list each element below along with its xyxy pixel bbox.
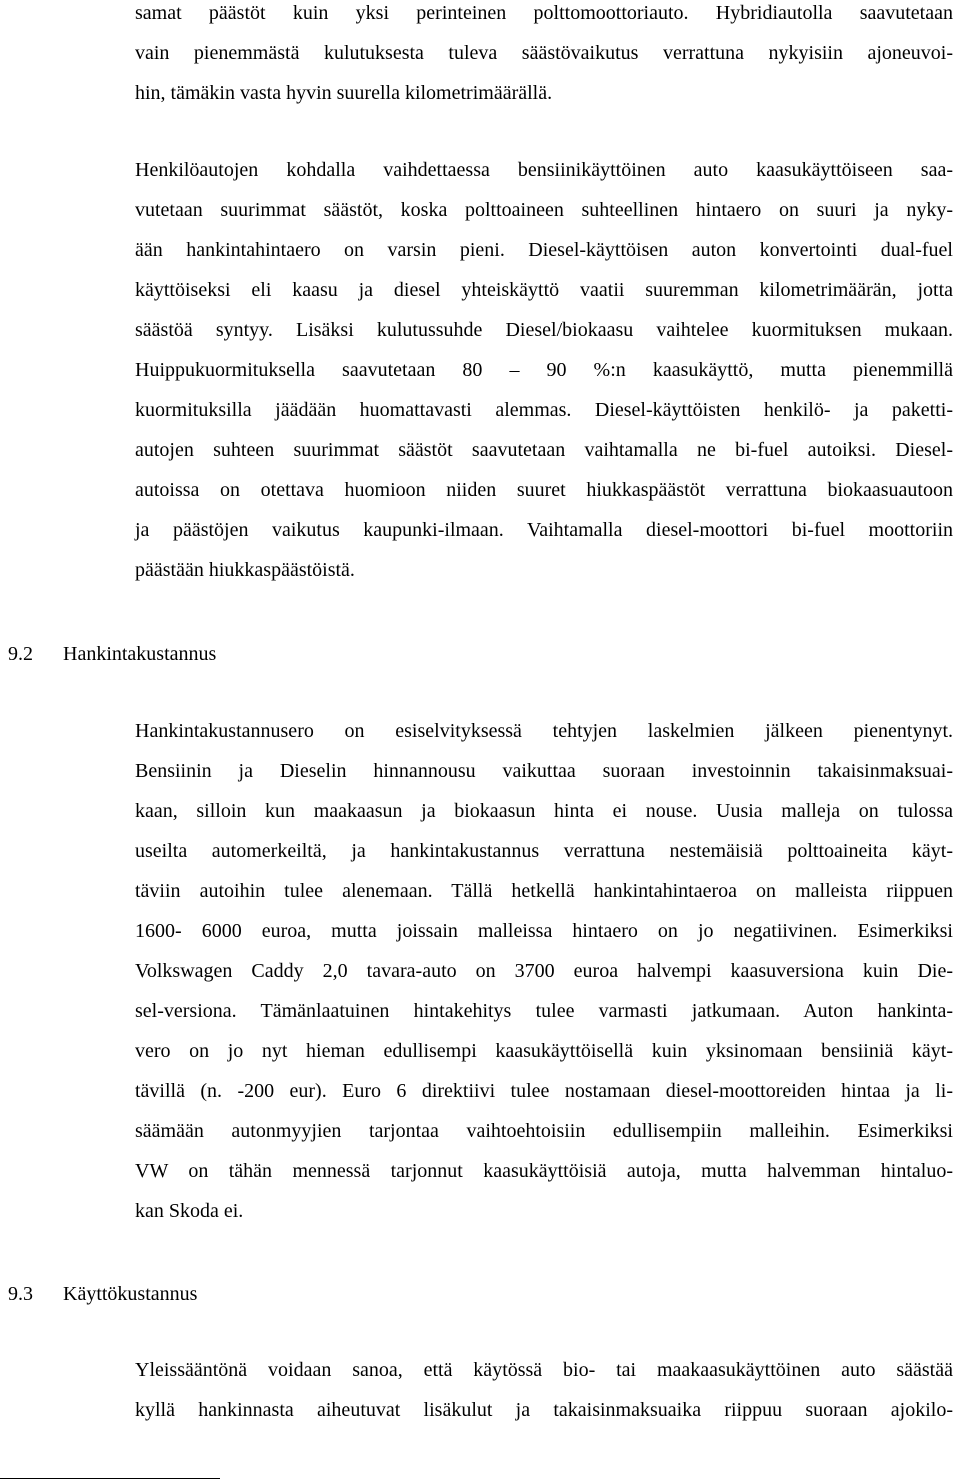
text-line: vero on jo nyt hieman edullisempi kaasukäyttöisellä kuin yksinomaan bensiiniä käyt-	[135, 1040, 953, 1062]
text-line: 1600- 6000 euroa, mutta joissain malleissa hintaero on jo negatiivinen. Esimerkiksi	[135, 920, 953, 942]
text-line: kyllä hankinnasta aiheutuvat lisäkulut ja takaisinmaksuaika riippuu suoraan ajokilo-	[135, 1399, 953, 1421]
section-title: Käyttökustannus	[63, 1283, 198, 1305]
text-line: Bensiinin ja Dieselin hinnannousu vaikuttaa suoraan investoinnin takaisinmaksuai-	[135, 760, 953, 782]
text-line: Hankintakustannusero on esiselvityksessä tehtyjen laskelmien jälkeen pienentynyt.	[135, 720, 953, 742]
text-line: VW on tähän mennessä tarjonnut kaasukäyttöisiä autoja, mutta halvemman hintaluo-	[135, 1160, 953, 1182]
text-line: samat päästöt kuin yksi perinteinen polttomoottoriauto. Hybridiautolla saavutetaan	[135, 2, 953, 24]
text-line: säästöä syntyy. Lisäksi kulutussuhde Diesel/biokaasu vaihtelee kuormituksen mukaan.	[135, 319, 953, 341]
text-line: kuormituksilla jäädään huomattavasti alemmas. Diesel-käyttöisten henkilö- ja paketti-	[135, 399, 953, 421]
paragraph-hybrid-intro	[135, 0, 953, 113]
text-line: ään hankintahintaero on varsin pieni. Diesel-käyttöisen auton konvertointi dual-fuel	[135, 239, 953, 261]
text-line: kan Skoda ei.	[135, 1200, 244, 1222]
text-line: käyttöiseksi eli kaasu ja diesel yhteiskäyttö vaatii suuremman kilometrimäärän, jotta	[135, 279, 953, 301]
text-line: hin, tämäkin vasta hyvin suurella kilometrimäärällä.	[135, 82, 553, 104]
text-line: kaan, silloin kun maakaasun ja biokaasun hinta ei nouse. Uusia malleja on tulossa	[135, 800, 953, 822]
text-line: päästään hiukkaspäästöistä.	[135, 559, 355, 581]
footnote-separator	[0, 1478, 220, 1479]
text-line: Yleissääntönä voidaan sanoa, että käytössä bio- tai maakaasukäyttöinen auto säästää	[135, 1359, 953, 1381]
text-line: vutetaan suurimmat säästöt, koska polttoaineen suhteellinen hintaero on suuri ja nyky-	[135, 199, 953, 221]
paragraph-operating-cost	[135, 1350, 953, 1430]
text-line: useilta automerkeiltä, ja hankintakustannus verrattuna nestemäisiä polttoaineita käyt-	[135, 840, 953, 862]
text-line: Volkswagen Caddy 2,0 tavara-auto on 3700 euroa halvempi kaasuversiona kuin Die-	[135, 960, 953, 982]
text-line: säämään autonmyyjien tarjontaa vaihtoehtoisiin edullisempiin malleihin. Esimerkiksi	[135, 1120, 953, 1142]
text-line: ja päästöjen vaikutus kaupunki-ilmaan. Vaihtamalla diesel-moottori bi-fuel moottoriin	[135, 519, 953, 541]
section-heading-9-3	[8, 1274, 197, 1314]
section-title: Hankintakustannus	[63, 643, 217, 665]
text-line: täviin autoihin tulee alenemaan. Tällä hetkellä hankintahintaeroa on malleista riippuen	[135, 880, 953, 902]
section-heading-9-2	[8, 634, 216, 674]
text-line: vain pienemmästä kulutuksesta tuleva säästövaikutus verrattuna nykyisiin ajoneuvoi-	[135, 42, 953, 64]
text-line: sel-versiona. Tämänlaatuinen hintakehitys tulee varmasti jatkumaan. Auton hankinta-	[135, 1000, 953, 1022]
section-number: 9.2	[8, 643, 33, 665]
text-line: Henkilöautojen kohdalla vaihdettaessa bensiinikäyttöinen auto kaasukäyttöiseen saa-	[135, 159, 953, 181]
text-line: autojen suhteen suurimmat säästöt saavutetaan vaihtamalla ne bi-fuel autoiksi. Diesel-	[135, 439, 953, 461]
section-number: 9.3	[8, 1283, 33, 1305]
text-line: autoissa on otettava huomioon niiden suuret hiukkaspäästöt verrattuna biokaasuautoon	[135, 479, 953, 501]
paragraph-car-conversion	[135, 150, 953, 590]
text-line: tävillä (n. -200 eur). Euro 6 direktiivi tulee nostamaan diesel-moottoreiden hintaa ja li-	[135, 1080, 953, 1102]
text-line: Huippukuormituksella saavutetaan 80 – 90 %:n kaasukäyttö, mutta pienemmillä	[135, 359, 953, 381]
paragraph-acquisition-cost	[135, 711, 953, 1231]
